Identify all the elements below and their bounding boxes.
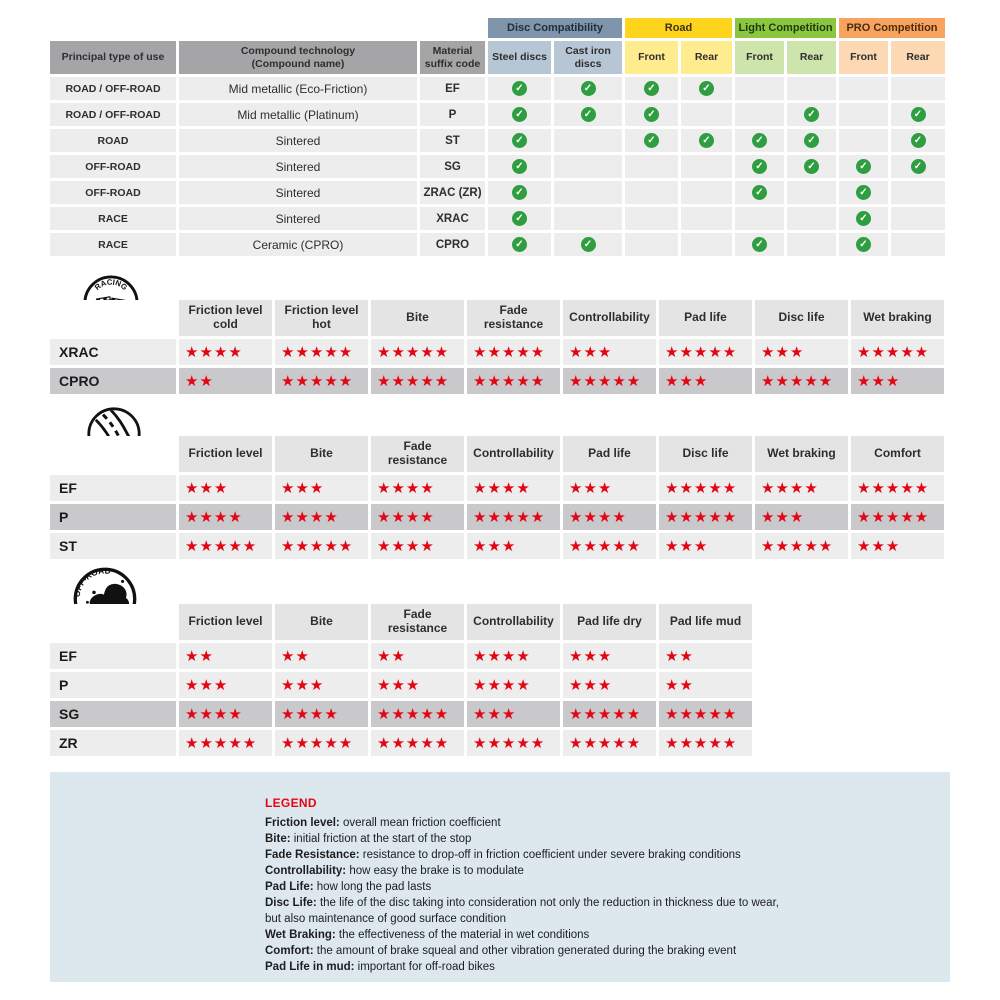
compat-check-cell xyxy=(787,155,836,178)
col-header-material-suffix: Material suffix code xyxy=(420,41,485,74)
rating-column-header: Wet braking xyxy=(755,436,848,472)
rating-row-label: ZR xyxy=(50,730,176,756)
legend-item: Disc Life: the life of the disc taking into consideration not only the reduction in thickness due to wear, xyxy=(265,897,779,909)
rating-row-label: P xyxy=(50,504,176,530)
check-icon: ✓ xyxy=(856,185,871,200)
compat-check-cell xyxy=(735,207,784,230)
rating-row-label: SG xyxy=(50,701,176,727)
star-rating: ★★★★★ xyxy=(563,701,656,727)
check-icon: ✓ xyxy=(512,211,527,226)
compat-check-cell xyxy=(787,103,836,126)
compat-check-cell xyxy=(839,233,888,256)
legend-item: Comfort: the amount of brake squeal and other vibration generated during the braking event xyxy=(265,945,737,957)
check-icon: ✓ xyxy=(512,81,527,96)
star-rating: ★★★★ xyxy=(179,504,272,530)
star-rating: ★★★★★ xyxy=(659,504,752,530)
group-header-light-competition: Light Competition xyxy=(735,18,836,38)
check-icon: ✓ xyxy=(752,133,767,148)
star-rating: ★★★ xyxy=(851,368,944,394)
check-icon: ✓ xyxy=(644,133,659,148)
compat-check-cell xyxy=(681,181,732,204)
star-rating: ★★★★★ xyxy=(371,730,464,756)
rating-column-header: Friction level hot xyxy=(275,300,368,336)
legend-item: Friction level: overall mean friction coefficient xyxy=(265,817,501,829)
star-rating: ★★★★ xyxy=(371,475,464,501)
check-icon: ✓ xyxy=(699,133,714,148)
rating-column-header: Disc life xyxy=(659,436,752,472)
star-rating: ★★★ xyxy=(755,339,848,365)
compat-technology-cell: Ceramic (CPRO) xyxy=(179,233,417,256)
star-rating: ★★★★ xyxy=(467,475,560,501)
rating-row-label: EF xyxy=(50,643,176,669)
compat-suffix-cell: ZRAC (ZR) xyxy=(420,181,485,204)
star-rating: ★★★ xyxy=(563,672,656,698)
star-rating: ★★★ xyxy=(371,672,464,698)
compat-check-cell xyxy=(735,103,784,126)
check-icon: ✓ xyxy=(581,107,596,122)
compat-check-cell xyxy=(488,103,551,126)
star-rating: ★★★★★ xyxy=(467,730,560,756)
star-rating: ★★★ xyxy=(659,368,752,394)
compat-check-cell xyxy=(554,103,622,126)
check-icon: ✓ xyxy=(644,107,659,122)
compat-technology-cell: Mid metallic (Platinum) xyxy=(179,103,417,126)
compat-suffix-cell: EF xyxy=(420,77,485,100)
star-rating: ★★★★★ xyxy=(275,339,368,365)
compat-check-cell xyxy=(625,155,678,178)
star-rating: ★★★ xyxy=(179,475,272,501)
rating-column-header: Pad life mud xyxy=(659,604,752,640)
col-header-light-front: Front xyxy=(735,41,784,74)
compat-use-cell: RACE xyxy=(50,233,176,256)
check-icon: ✓ xyxy=(512,107,527,122)
compat-check-cell xyxy=(891,103,945,126)
rating-column-header: Bite xyxy=(275,436,368,472)
col-header-compound-technology xyxy=(179,41,417,74)
rating-header-spacer xyxy=(50,604,176,640)
col-header-cast-iron-discs: Cast iron discs xyxy=(554,41,622,74)
star-rating: ★★★★ xyxy=(275,701,368,727)
star-rating: ★★★★★ xyxy=(371,339,464,365)
star-rating: ★★★★★ xyxy=(851,339,944,365)
star-rating: ★★ xyxy=(179,368,272,394)
compat-check-cell xyxy=(488,181,551,204)
compat-use-cell: OFF-ROAD xyxy=(50,181,176,204)
compat-check-cell xyxy=(488,207,551,230)
star-rating: ★★★ xyxy=(467,701,560,727)
rating-column-header: Friction level xyxy=(179,436,272,472)
star-rating: ★★★★★ xyxy=(563,368,656,394)
rating-row-label: CPRO xyxy=(50,368,176,394)
compat-check-cell xyxy=(554,155,622,178)
compat-suffix-cell: SG xyxy=(420,155,485,178)
offroad-ratings-table xyxy=(50,604,752,756)
compat-check-cell xyxy=(625,207,678,230)
star-rating: ★★★★★ xyxy=(755,368,848,394)
rating-column-header: Fade resistance xyxy=(371,436,464,472)
check-icon: ✓ xyxy=(699,81,714,96)
compatibility-table xyxy=(50,18,945,256)
rating-row-label: ST xyxy=(50,533,176,559)
compat-check-cell xyxy=(787,129,836,152)
rating-column-header: Pad life xyxy=(563,436,656,472)
compat-check-cell xyxy=(681,77,732,100)
compat-use-cell: ROAD / OFF-ROAD xyxy=(50,77,176,100)
star-rating: ★★★★★ xyxy=(755,533,848,559)
check-icon: ✓ xyxy=(752,185,767,200)
star-rating: ★★★ xyxy=(563,643,656,669)
col-header-road-rear: Rear xyxy=(681,41,732,74)
header-line: (Compound name) xyxy=(251,57,345,70)
star-rating: ★★★★★ xyxy=(371,701,464,727)
star-rating: ★★★ xyxy=(275,475,368,501)
star-rating: ★★★★★ xyxy=(275,533,368,559)
star-rating: ★★★ xyxy=(467,533,560,559)
legend-title: LEGEND xyxy=(265,796,317,810)
star-rating: ★★ xyxy=(371,643,464,669)
legend-items xyxy=(265,815,910,975)
compat-check-cell xyxy=(891,77,945,100)
compat-check-cell xyxy=(787,207,836,230)
star-rating: ★★★★★ xyxy=(179,730,272,756)
rating-row-label: P xyxy=(50,672,176,698)
check-icon: ✓ xyxy=(512,159,527,174)
compat-check-cell xyxy=(735,77,784,100)
road-ratings-table xyxy=(50,436,944,559)
compat-use-cell: ROAD xyxy=(50,129,176,152)
rating-row-label: EF xyxy=(50,475,176,501)
star-rating: ★★★★★ xyxy=(275,730,368,756)
compat-suffix-cell: XRAC xyxy=(420,207,485,230)
compat-use-cell: RACE xyxy=(50,207,176,230)
rating-column-header: Fade resistance xyxy=(467,300,560,336)
compat-technology-cell: Sintered xyxy=(179,207,417,230)
compat-check-cell xyxy=(735,129,784,152)
star-rating: ★★★ xyxy=(563,475,656,501)
compat-check-cell xyxy=(787,233,836,256)
rating-column-header: Controllability xyxy=(467,436,560,472)
star-rating: ★★★★★ xyxy=(275,368,368,394)
check-icon: ✓ xyxy=(752,159,767,174)
star-rating: ★★★★★ xyxy=(659,475,752,501)
star-rating: ★★★★ xyxy=(563,504,656,530)
star-rating: ★★★★ xyxy=(371,533,464,559)
star-rating: ★★★★ xyxy=(467,672,560,698)
compat-check-cell xyxy=(625,233,678,256)
compat-check-cell xyxy=(891,233,945,256)
star-rating: ★★★★ xyxy=(371,504,464,530)
compat-check-cell xyxy=(681,129,732,152)
compat-check-cell xyxy=(839,77,888,100)
compat-suffix-cell: ST xyxy=(420,129,485,152)
star-rating: ★★ xyxy=(275,643,368,669)
col-header-road-front: Front xyxy=(625,41,678,74)
group-header-pro-competition: PRO Competition xyxy=(839,18,945,38)
rating-header-spacer xyxy=(50,300,176,336)
compat-check-cell xyxy=(625,129,678,152)
compat-check-cell xyxy=(625,103,678,126)
rating-column-header: Bite xyxy=(371,300,464,336)
compat-check-cell xyxy=(681,233,732,256)
rating-column-header: Pad life dry xyxy=(563,604,656,640)
star-rating: ★★★★★ xyxy=(851,504,944,530)
compat-suffix-cell: P xyxy=(420,103,485,126)
compat-check-cell xyxy=(488,129,551,152)
compat-check-cell xyxy=(488,155,551,178)
rating-column-header: Controllability xyxy=(467,604,560,640)
star-rating: ★★★ xyxy=(563,339,656,365)
compat-check-cell xyxy=(839,207,888,230)
compat-check-cell xyxy=(787,181,836,204)
legend xyxy=(50,772,950,982)
legend-item: Wet Braking: the effectiveness of the material in wet conditions xyxy=(265,929,590,941)
star-rating: ★★★ xyxy=(755,504,848,530)
compat-check-cell xyxy=(735,155,784,178)
compat-check-cell xyxy=(839,103,888,126)
star-rating: ★★★★ xyxy=(755,475,848,501)
rating-column-header: Friction level xyxy=(179,604,272,640)
star-rating: ★★★★★ xyxy=(659,730,752,756)
rating-column-header: Disc life xyxy=(755,300,848,336)
group-header-disc-compatibility: Disc Compatibility xyxy=(488,18,622,38)
check-icon: ✓ xyxy=(512,185,527,200)
compat-check-cell xyxy=(839,181,888,204)
compat-check-cell xyxy=(625,77,678,100)
check-icon: ✓ xyxy=(856,159,871,174)
star-rating: ★★★★★ xyxy=(563,533,656,559)
compat-check-cell xyxy=(681,103,732,126)
legend-item: Fade Resistance: resistance to drop-off in friction coefficient under severe braking conditions xyxy=(265,849,741,861)
star-rating: ★★★ xyxy=(851,533,944,559)
compat-check-cell xyxy=(735,181,784,204)
legend-item: Pad Life in mud: important for off-road bikes xyxy=(265,961,495,973)
col-header-pro-front: Front xyxy=(839,41,888,74)
star-rating: ★★★★★ xyxy=(563,730,656,756)
compat-use-cell: ROAD / OFF-ROAD xyxy=(50,103,176,126)
compat-check-cell xyxy=(681,207,732,230)
svg-text:RACING: RACING xyxy=(92,277,130,293)
col-header-light-rear: Rear xyxy=(787,41,836,74)
legend-item: but also maintenance of good surface condition xyxy=(265,913,507,925)
compat-use-cell: OFF-ROAD xyxy=(50,155,176,178)
rating-header-spacer xyxy=(50,436,176,472)
compat-check-cell xyxy=(891,155,945,178)
check-icon: ✓ xyxy=(581,81,596,96)
group-header-road: Road xyxy=(625,18,732,38)
compat-technology-cell: Sintered xyxy=(179,129,417,152)
compat-technology-cell: Mid metallic (Eco-Friction) xyxy=(179,77,417,100)
check-icon: ✓ xyxy=(856,211,871,226)
star-rating: ★★★★★ xyxy=(467,504,560,530)
compat-check-cell xyxy=(891,181,945,204)
check-icon: ✓ xyxy=(804,107,819,122)
legend-item: Controllability: how easy the brake is to modulate xyxy=(265,865,524,877)
legend-item: Pad Life: how long the pad lasts xyxy=(265,881,432,893)
compat-check-cell xyxy=(681,155,732,178)
star-rating: ★★★★★ xyxy=(659,701,752,727)
star-rating: ★★★★ xyxy=(179,339,272,365)
star-rating: ★★★★ xyxy=(467,643,560,669)
star-rating: ★★★★ xyxy=(179,701,272,727)
star-rating: ★★ xyxy=(659,672,752,698)
star-rating: ★★ xyxy=(179,643,272,669)
check-icon: ✓ xyxy=(856,237,871,252)
rating-column-header: Bite xyxy=(275,604,368,640)
compat-check-cell xyxy=(625,181,678,204)
header-line: Compound technology xyxy=(240,44,356,57)
rating-column-header: Controllability xyxy=(563,300,656,336)
check-icon: ✓ xyxy=(644,81,659,96)
check-icon: ✓ xyxy=(911,107,926,122)
compat-check-cell xyxy=(488,77,551,100)
star-rating: ★★★★ xyxy=(275,504,368,530)
rating-column-header: Comfort xyxy=(851,436,944,472)
star-rating: ★★★★★ xyxy=(659,339,752,365)
compat-suffix-cell: CPRO xyxy=(420,233,485,256)
star-rating: ★★★ xyxy=(659,533,752,559)
compat-check-cell xyxy=(839,155,888,178)
rating-column-header: Friction level cold xyxy=(179,300,272,336)
check-icon: ✓ xyxy=(752,237,767,252)
legend-item: Bite: initial friction at the start of the stop xyxy=(265,833,472,845)
compat-check-cell xyxy=(488,233,551,256)
star-rating: ★★★★★ xyxy=(467,339,560,365)
compat-check-cell xyxy=(891,129,945,152)
compat-check-cell xyxy=(735,233,784,256)
check-icon: ✓ xyxy=(911,159,926,174)
racing-ratings-table xyxy=(50,300,944,394)
star-rating: ★★★★★ xyxy=(179,533,272,559)
compat-check-cell xyxy=(891,207,945,230)
compat-check-cell xyxy=(554,233,622,256)
col-header-pro-rear: Rear xyxy=(891,41,945,74)
check-icon: ✓ xyxy=(512,133,527,148)
rating-column-header: Pad life xyxy=(659,300,752,336)
check-icon: ✓ xyxy=(804,133,819,148)
star-rating: ★★★★★ xyxy=(467,368,560,394)
compat-check-cell xyxy=(554,129,622,152)
col-header-steel-discs: Steel discs xyxy=(488,41,551,74)
check-icon: ✓ xyxy=(581,237,596,252)
compat-check-cell xyxy=(787,77,836,100)
svg-text:OFF-ROAD: OFF-ROAD xyxy=(72,566,112,598)
check-icon: ✓ xyxy=(512,237,527,252)
compat-technology-cell: Sintered xyxy=(179,181,417,204)
compat-check-cell xyxy=(554,77,622,100)
rating-column-header: Wet braking xyxy=(851,300,944,336)
header-spacer xyxy=(50,18,485,38)
star-rating: ★★★ xyxy=(179,672,272,698)
rating-column-header: Fade resistance xyxy=(371,604,464,640)
check-icon: ✓ xyxy=(911,133,926,148)
star-rating: ★★★★★ xyxy=(851,475,944,501)
check-icon: ✓ xyxy=(804,159,819,174)
compat-check-cell xyxy=(839,129,888,152)
star-rating: ★★★ xyxy=(275,672,368,698)
star-rating: ★★ xyxy=(659,643,752,669)
rating-row-label: XRAC xyxy=(50,339,176,365)
col-header-principal-use: Principal type of use xyxy=(50,41,176,74)
compat-technology-cell: Sintered xyxy=(179,155,417,178)
compat-check-cell xyxy=(554,207,622,230)
compat-check-cell xyxy=(554,181,622,204)
star-rating: ★★★★★ xyxy=(371,368,464,394)
